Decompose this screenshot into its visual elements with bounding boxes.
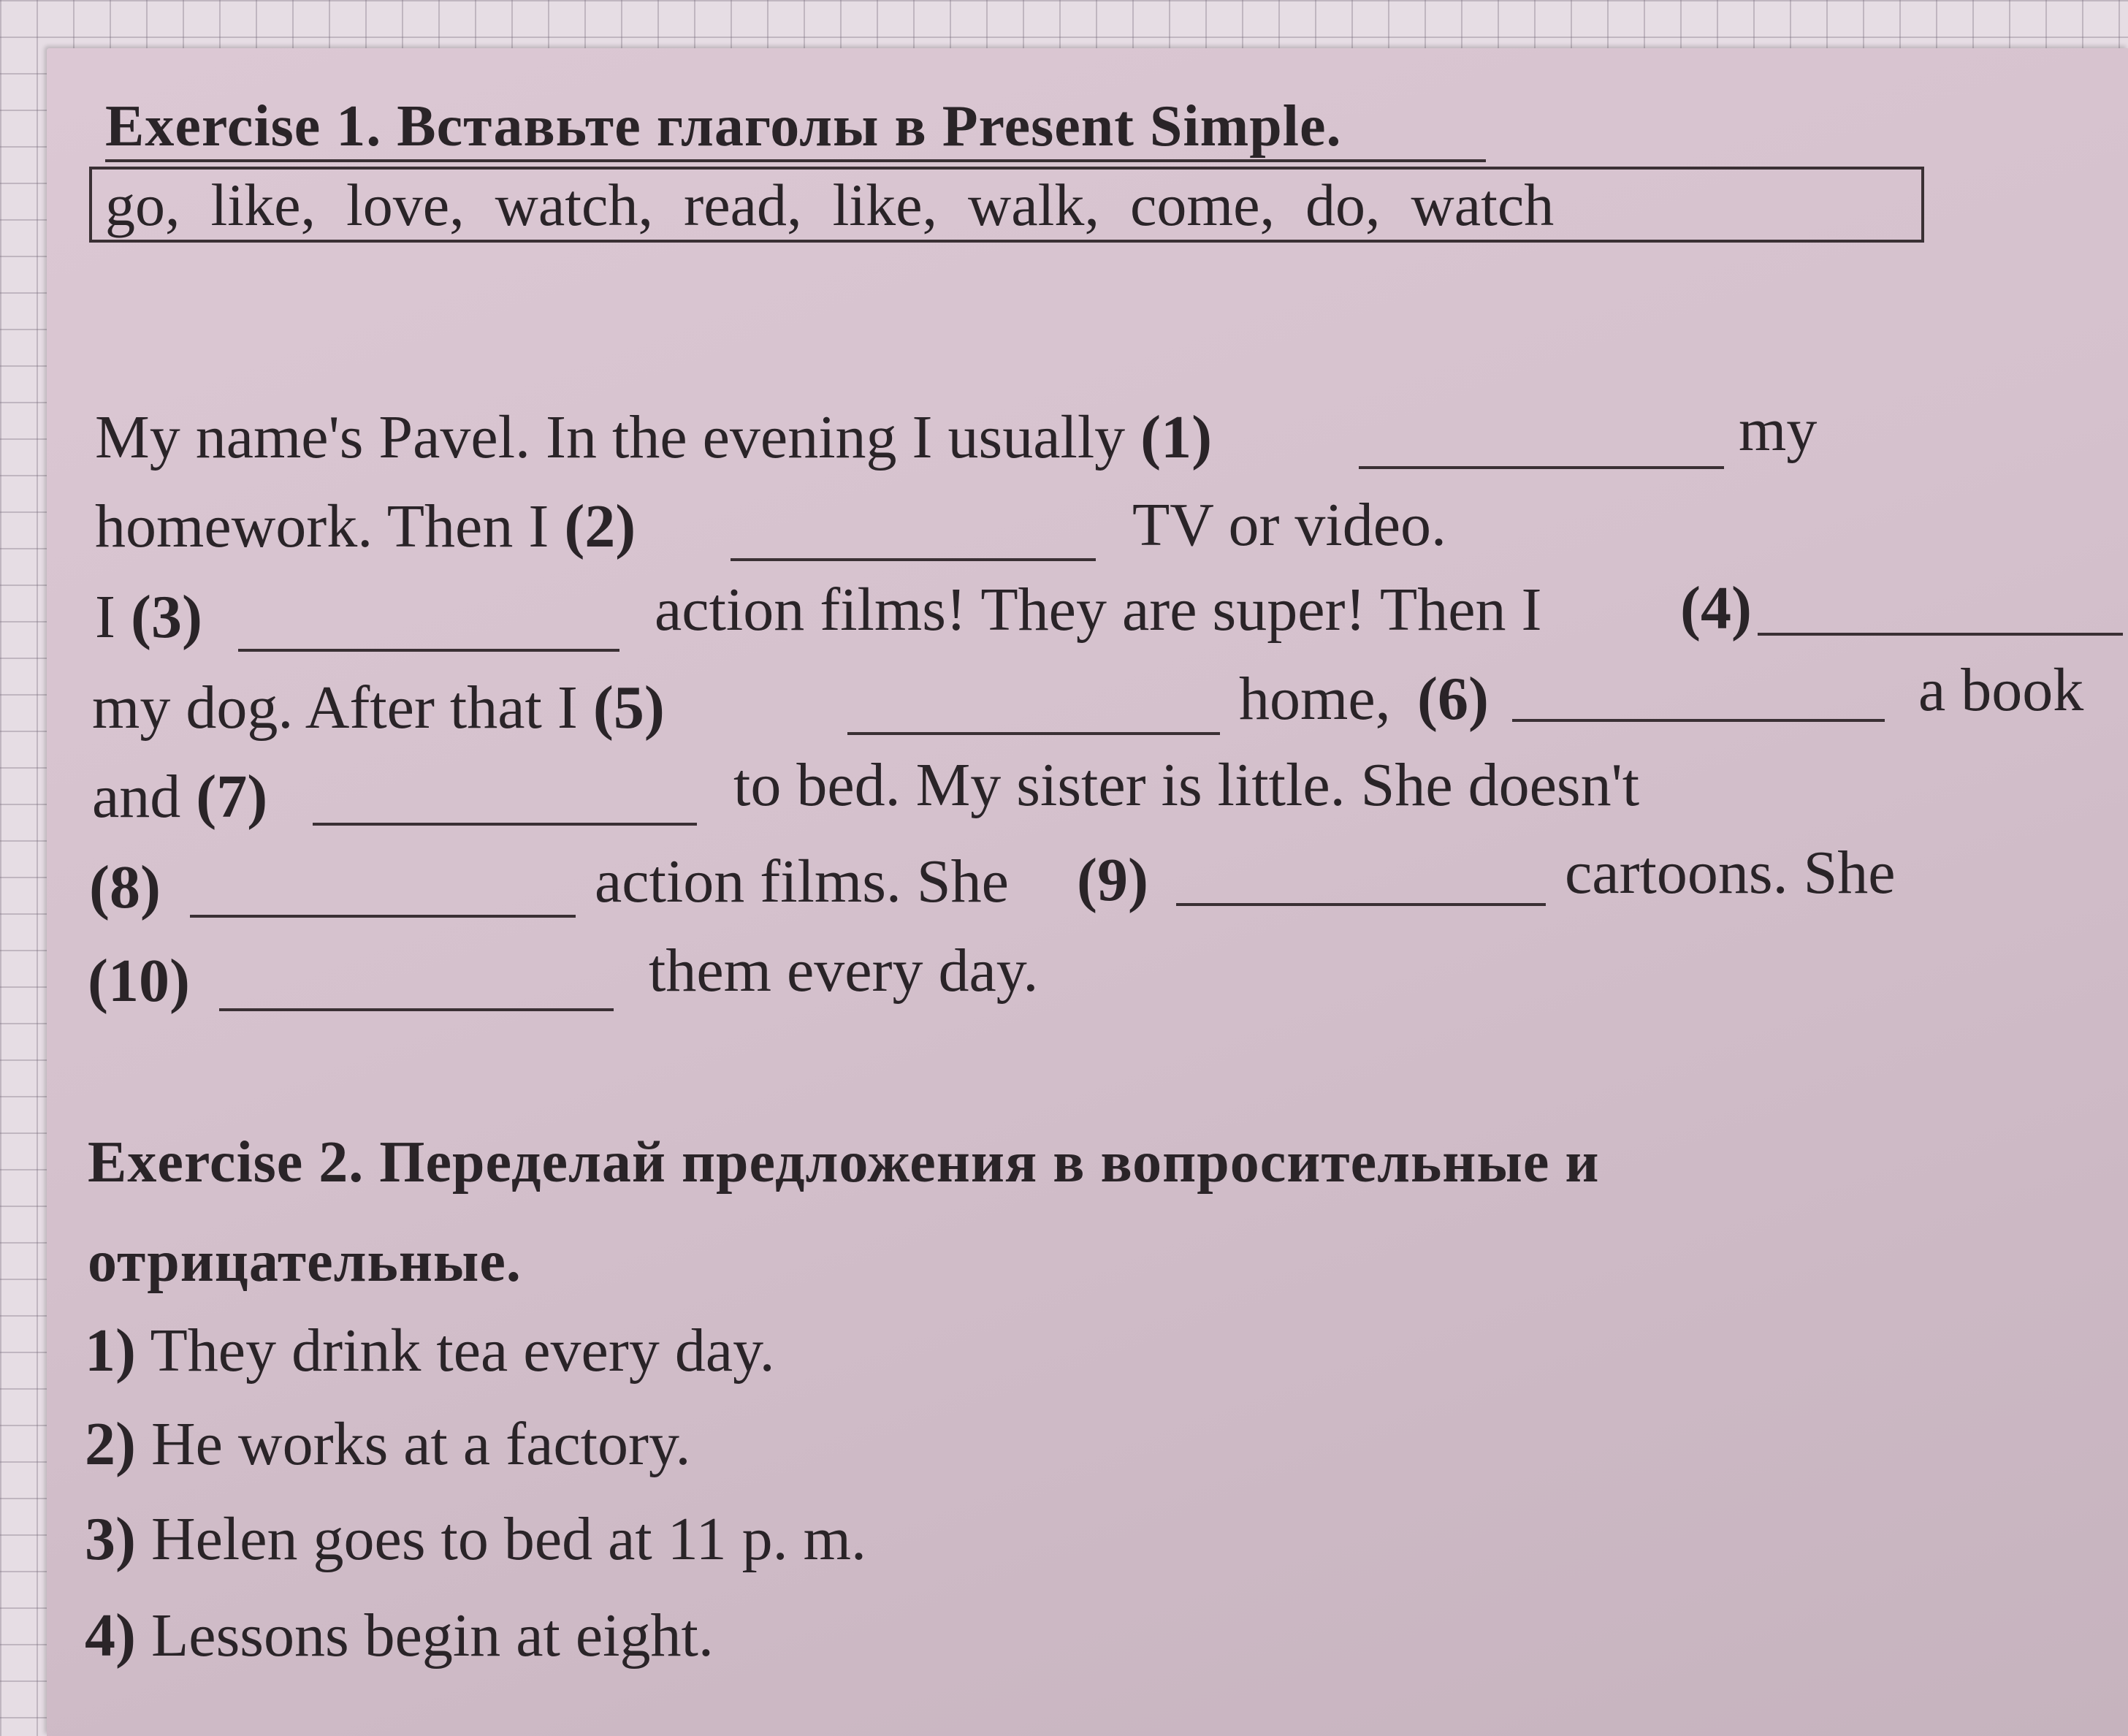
- blank-number: (9): [1077, 846, 1148, 914]
- paragraph-line-5: and (7): [92, 763, 268, 831]
- answer-blank-10[interactable]: [219, 1008, 614, 1011]
- word-bank-item: like: [832, 172, 923, 238]
- answer-blank-2[interactable]: [731, 558, 1096, 561]
- exercise1-title: Exercise 1. Вставьте глаголы в Present Simple.: [105, 94, 1342, 159]
- word-bank-item: come: [1129, 172, 1260, 238]
- blank-number: (4): [1680, 574, 1752, 642]
- blank-number: (3): [130, 583, 202, 651]
- word-bank-item: like: [210, 172, 301, 238]
- answer-blank-7[interactable]: [313, 823, 697, 826]
- paragraph-line-1: My name's Pavel. In the evening I usually (1): [95, 403, 1213, 471]
- sentence-item: 3) Helen goes to bed at 11 p. m.: [85, 1505, 866, 1573]
- paragraph-text: action films! They are super! Then I: [655, 576, 1542, 644]
- word-bank-item: walk: [968, 172, 1085, 238]
- answer-blank-3[interactable]: [238, 649, 619, 652]
- answer-blank-9[interactable]: [1176, 903, 1546, 906]
- sentence-item: 2) He works at a factory.: [85, 1410, 691, 1478]
- answer-blank-6[interactable]: [1512, 719, 1885, 722]
- paragraph-text: home,: [1239, 665, 1391, 733]
- sentence-item: 1) They drink tea every day.: [85, 1317, 775, 1385]
- paragraph-line-3: I (3): [95, 583, 202, 651]
- paragraph-text: TV or video.: [1132, 491, 1447, 559]
- paragraph-text: a book: [1918, 656, 2084, 724]
- exercise2-title: Exercise 2. Переделай предложения в вопросительные и: [88, 1130, 1600, 1195]
- blank-number: (8): [89, 853, 161, 921]
- blank-number: (10): [88, 947, 190, 1015]
- answer-blank-5[interactable]: [847, 732, 1220, 735]
- paragraph-text: cartoons. She: [1565, 839, 1896, 907]
- answer-blank-1[interactable]: [1359, 466, 1724, 469]
- blank-number: (7): [196, 763, 268, 831]
- word-bank-item: love: [346, 172, 450, 238]
- answer-blank-4[interactable]: [1758, 633, 2123, 636]
- blank-number: (2): [564, 492, 636, 560]
- paragraph-line-4: my dog. After that I (5): [92, 674, 665, 742]
- word-bank-item: watch: [1411, 172, 1555, 238]
- answer-blank-8[interactable]: [190, 915, 576, 918]
- paragraph-text: action films. She: [595, 848, 1009, 915]
- paragraph-text: my: [1739, 396, 1818, 464]
- exercise2-title-continued: отрицательные.: [88, 1230, 522, 1294]
- title-underline: [105, 159, 1486, 162]
- paragraph-text: to bed. My sister is little. She doesn't: [733, 751, 1640, 819]
- paragraph-line-2: homework. Then I (2): [95, 492, 636, 560]
- word-bank-item: read: [683, 172, 787, 238]
- blank-number: (1): [1140, 403, 1213, 471]
- word-bank-item: watch: [495, 172, 638, 238]
- word-bank-item: do: [1305, 172, 1366, 238]
- word-bank-item: go: [105, 172, 165, 238]
- blank-number: (6): [1417, 665, 1489, 733]
- paragraph-text: them every day.: [649, 937, 1039, 1005]
- word-bank-list: go , like , love , watch , read , like , walk , come , do , watch: [105, 172, 1555, 238]
- word-bank-box: [89, 167, 1924, 243]
- sentence-item: 4) Lessons begin at eight.: [85, 1602, 714, 1670]
- blank-number: (5): [592, 674, 665, 742]
